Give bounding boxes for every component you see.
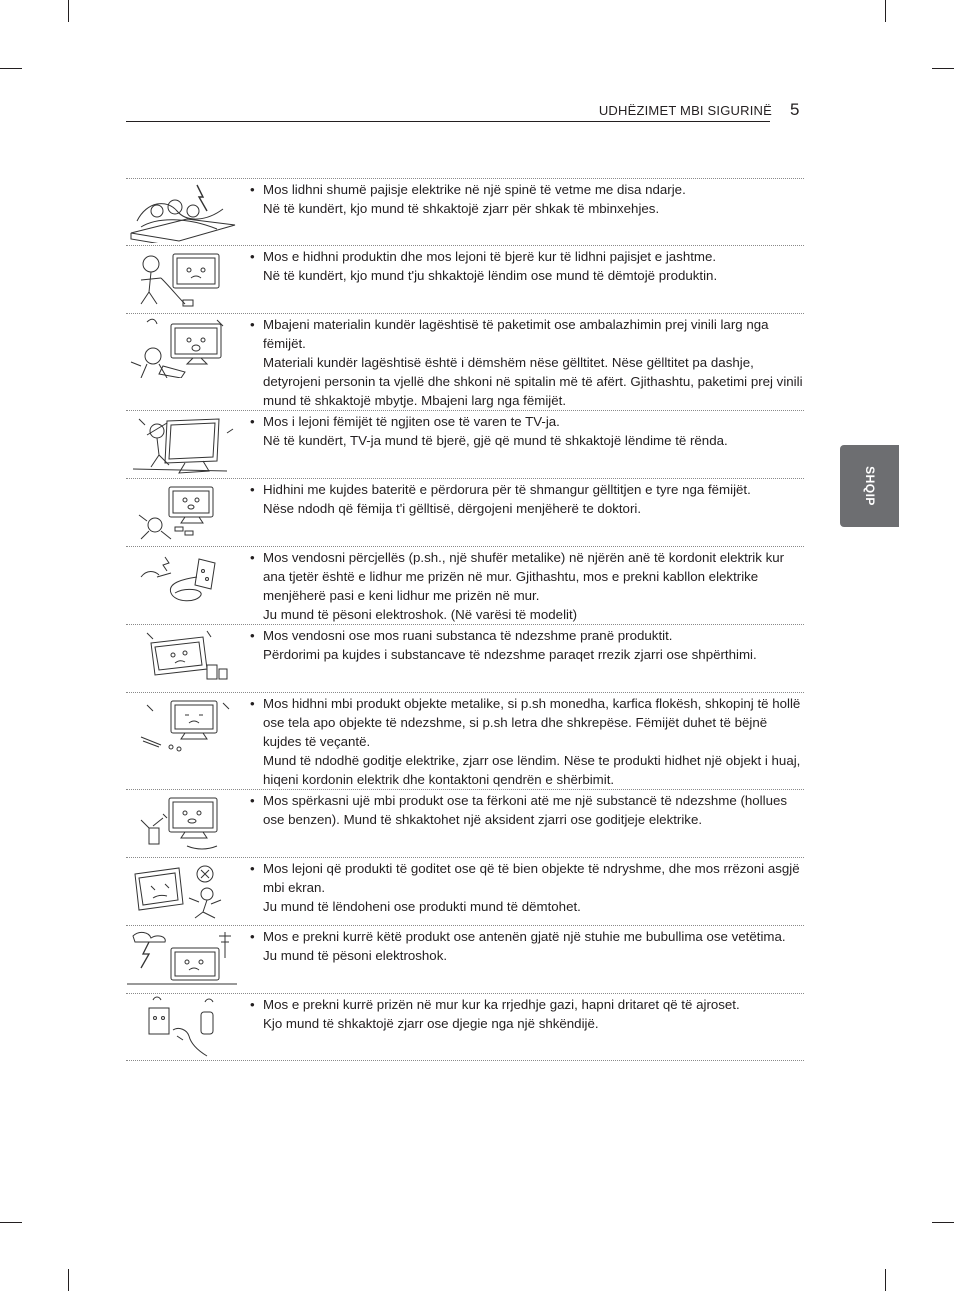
safety-row [126, 789, 804, 857]
safety-text [250, 693, 804, 789]
overloaded-power-strip-illustration [127, 181, 239, 243]
metal-objects-tv-illustration [127, 695, 239, 757]
consequence-line: Përdorimi pa kujdes i substancave të ndezshme paraqet rrezik zjarri ose shpërthimi. [263, 647, 757, 662]
safety-text [250, 547, 804, 624]
child-pulling-cord-illustration [127, 248, 239, 310]
consequence-line: Në të kundërt, TV-ja mund të bjerë, gjë që mund të shkaktojë lëndime të rënda. [263, 433, 728, 448]
flammable-substances-illustration [127, 627, 239, 689]
safety-text [250, 926, 804, 965]
safety-row [126, 313, 804, 410]
warning-line: Mos hidhni mbi produkt objekte metalike, si p.sh monedha, karfica flokësh, shkopinj të hollë ose tela apo objekte të ndezshme, si p.sh letra dhe shkrepëse. Fëmijët duhet të bëjnë kujdes të veçantë. [263, 696, 801, 749]
language-tab [840, 445, 899, 527]
gas-leak-outlet-illustration [127, 996, 239, 1058]
crop-mark [932, 68, 954, 69]
section-title: UDHËZIMET MBI SIGURINË [598, 103, 772, 118]
safety-text [250, 994, 804, 1033]
safety-row [126, 478, 804, 546]
bullet-marker: • [250, 182, 255, 197]
header-divider [126, 121, 770, 122]
safety-instructions-table [126, 178, 804, 1061]
consequence-line: Materiali kundër lagështisë është i dëmshëm nëse gëlltitet. Nëse gëlltitet pa dashje, detyrojeni personin ta vjellë dhe shkoni në spitalin më të afërt. Gjithashtu, paketimi prej vinili mund të shkaktojë mbytje. Mbajeni larg nga fëmijët. [263, 355, 803, 408]
bullet-marker: • [250, 861, 255, 876]
spray-on-tv-illustration [127, 792, 239, 854]
consequence-line: Ju mund të lëndoheni ose produkti mund të dëmtohet. [263, 899, 581, 914]
warning-line: Mos lejoni që produkti të goditet ose që të bien objekte të ndryshme, dhe mos rrëzoni asgjë mbi ekran. [263, 861, 800, 895]
crop-mark [68, 1269, 69, 1291]
consequence-line: Ju mund të pësoni elektroshok. (Në varësi të modelit) [263, 607, 578, 622]
crop-mark [68, 0, 69, 22]
consequence-line: Kjo mund të shkaktojë zjarr ose djegie nga një shkëndijë. [263, 1016, 599, 1031]
bullet-marker: • [250, 696, 255, 711]
crop-mark [0, 1222, 22, 1223]
warning-line: Mos e hidhni produktin dhe mos lejoni të bjerë kur të lidhni pajisjet e jashtme. [263, 249, 717, 264]
page-number: 5 [790, 100, 800, 119]
safety-row [126, 624, 804, 692]
safety-row [126, 857, 804, 925]
warning-line: Hidhini me kujdes bateritë e përdorura për të shmangur gëlltitjen e tyre nga fëmijët. [263, 482, 751, 497]
safety-text [250, 625, 804, 664]
bullet-marker: • [250, 628, 255, 643]
bullet-marker: • [250, 249, 255, 264]
consequence-line: Ju mund të pësoni elektroshok. [263, 948, 448, 963]
warning-line: Mos e prekni kurrë këtë produkt ose antenën gjatë një stuhie me bubullima ose vetëtima. [263, 929, 786, 944]
safety-row [126, 692, 804, 789]
safety-row [126, 410, 804, 478]
safety-text [250, 179, 804, 218]
safety-row [126, 178, 804, 245]
safety-row [126, 546, 804, 624]
bullet-marker: • [250, 997, 255, 1012]
warning-line: Mos lidhni shumë pajisje elektrike në një spinë të vetme me disa ndarje. [263, 182, 686, 197]
warning-line: Mos vendosni përcjellës (p.sh., një shufër metalike) në njërën anë të kordonit elektrik kur ana tjetër është e lidhur me prizën në mur. Gjithashtu, mos e prekni kabllon elektrike menjëherë pasi e keni lidhur me prizën në mur. [263, 550, 785, 603]
safety-text [250, 858, 804, 916]
child-with-plastic-bag-illustration [127, 316, 239, 378]
warning-line: Mos i lejoni fëmijët të ngjiten ose të varen te TV-ja. [263, 414, 560, 429]
safety-text [250, 314, 804, 410]
bullet-marker: • [250, 550, 255, 565]
safety-text [250, 411, 804, 450]
bullet-marker: • [250, 793, 255, 808]
consequence-line: Mund të ndodhë goditje elektrike, zjarr ose lëndim. Nëse te produkti hidhet një objekt i huaj, hiqeni kordonin elektrik dhe kontaktoni qendrën e shërbimit. [263, 753, 801, 787]
warning-line: Mos spërkasni ujë mbi produkt ose ta fërkoni atë me një substancë të ndezshme (hollues ose benzen). Mund të shkaktohet një aksident zjarri ose goditjeje elektrike. [263, 793, 788, 827]
child-swallowing-battery-illustration [127, 481, 239, 543]
language-tab-label: SHQIP [862, 466, 877, 506]
crop-mark [932, 1222, 954, 1223]
lightning-storm-illustration [127, 928, 239, 990]
crop-mark [885, 0, 886, 22]
consequence-line: Në të kundërt, kjo mund t'ju shkaktojë lëndim ose mund të dëmtojë produktin. [263, 268, 718, 283]
safety-text [250, 246, 804, 285]
bullet-marker: • [250, 482, 255, 497]
crop-mark [0, 68, 22, 69]
crop-mark [885, 1269, 886, 1291]
warning-line: Mbajeni materialin kundër lagështisë të paketimit ose ambalazhimin prej vinili larg nga fëmijët. [263, 317, 769, 351]
consequence-line: Në të kundërt, kjo mund të shkaktojë zjarr për shkak të mbinxehjes. [263, 201, 660, 216]
warning-line: Mos e prekni kurrë prizën në mur kur ka rrjedhje gazi, hapni dritaret që të ajroset. [263, 997, 740, 1012]
safety-row [126, 925, 804, 993]
metal-hairpin-outlet-illustration [127, 549, 239, 611]
bullet-marker: • [250, 929, 255, 944]
consequence-line: Nëse ndodh që fëmija t'i gëlltisë, dërgojeni menjëherë te doktori. [263, 501, 642, 516]
ball-hitting-tv-illustration [127, 860, 239, 922]
warning-line: Mos vendosni ose mos ruani substanca të ndezshme pranë produktit. [263, 628, 673, 643]
bullet-marker: • [250, 317, 255, 332]
safety-text [250, 479, 804, 518]
safety-row [126, 245, 804, 313]
safety-row [126, 993, 804, 1061]
safety-text [250, 790, 804, 829]
child-climbing-tv-illustration [127, 413, 239, 475]
bullet-marker: • [250, 414, 255, 429]
